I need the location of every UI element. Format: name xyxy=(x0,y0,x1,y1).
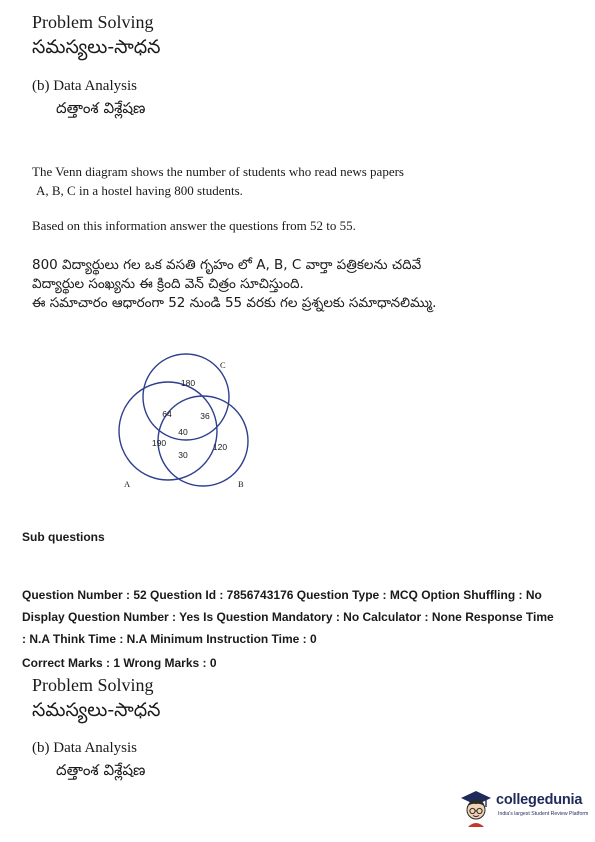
intro-line-1: The Venn diagram shows the number of students who read news papers xyxy=(32,164,404,179)
telugu-paragraph xyxy=(32,256,552,313)
brand-name: collegedunia xyxy=(496,792,583,808)
region-b-only: 120 xyxy=(212,442,228,452)
subsection-heading-2-telugu: దత్తాంశ విశ్లేషణ xyxy=(56,761,146,779)
metadata-line-1: Question Number : 52 Question Id : 7856743176 Question Type : MCQ Option Shuffling : No xyxy=(22,588,542,602)
student-mascot-icon xyxy=(458,786,494,830)
intro-line-2: A, B, C in a hostel having 800 students. xyxy=(36,183,243,198)
intro-paragraph xyxy=(32,162,452,200)
region-c-only: 180 xyxy=(180,378,196,388)
sub-questions-title: Sub questions xyxy=(22,530,105,544)
telugu-line-2: విద్యార్థుల సంఖ్యను ఈ క్రింది వెన్ చిత్రం సూచిస్తుంది. xyxy=(32,276,304,292)
section-heading-2: Problem Solving xyxy=(32,675,154,695)
telugu-line-1: 800 విద్యార్థులు గల ఒక వసతి గృహం లో A, B, C వార్తా పత్రికలను చదివే xyxy=(32,257,422,273)
collegedunia-logo xyxy=(458,786,588,830)
label-b: B xyxy=(238,479,244,489)
brand-tagline: India's largest Student Review Platform xyxy=(498,811,589,817)
telugu-line-3: ఈ సమాచారం ఆధారంగా 52 నుండి 55 వరకు గల ప్రశ్నలకు సమాధానలిమ్ము. xyxy=(32,295,437,311)
region-abc: 40 xyxy=(178,427,188,437)
region-a-b: 30 xyxy=(178,450,188,460)
marks-line: Correct Marks : 1 Wrong Marks : 0 xyxy=(22,656,217,670)
region-a-c: 64 xyxy=(162,409,172,419)
venn-diagram xyxy=(110,346,260,496)
section-heading-telugu: సమస్యలు-సాధన xyxy=(32,36,161,58)
label-a: A xyxy=(124,479,131,489)
metadata-line-3: : N.A Think Time : N.A Minimum Instruction Time : 0 xyxy=(22,632,317,646)
question-metadata xyxy=(22,584,582,650)
subsection-heading-telugu: దత్తాంశ విశ్లేషణ xyxy=(56,99,146,117)
metadata-line-2: Display Question Number : Yes Is Question Mandatory : No Calculator : None Response Time xyxy=(22,610,554,624)
label-c: C xyxy=(220,360,226,370)
region-b-c: 36 xyxy=(200,411,210,421)
subsection-heading: (b) Data Analysis xyxy=(32,78,137,94)
section-heading: Problem Solving xyxy=(32,12,154,32)
region-a-only: 190 xyxy=(151,438,167,448)
section-heading-2-telugu: సమస్యలు-సాధన xyxy=(32,699,161,721)
instruction-line: Based on this information answer the questions from 52 to 55. xyxy=(32,218,356,233)
subsection-heading-2: (b) Data Analysis xyxy=(32,740,137,756)
